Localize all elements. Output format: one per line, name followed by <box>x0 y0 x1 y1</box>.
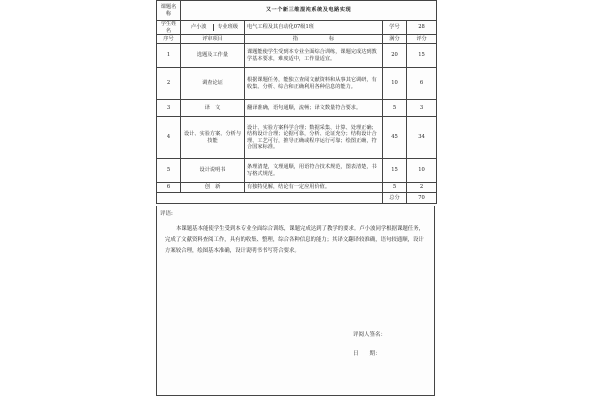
table-row <box>157 117 437 159</box>
col-score: 评分 <box>407 35 437 44</box>
col-item: 评审项目 <box>181 35 245 44</box>
row-score: 15 <box>407 44 437 68</box>
row-criteria: 条理清楚，文理通顺，用语符合技术规范，图表清楚，书写格式规范。 <box>245 159 383 183</box>
row-score: 34 <box>407 117 437 159</box>
evaluation-box <box>156 206 435 396</box>
table-row <box>157 183 437 193</box>
row-score: 10 <box>407 159 437 183</box>
row-full: 20 <box>383 44 407 68</box>
evaluation-text: 本课题基本能使学生受到本专业全面综合训练，课题完成达到了教学的要求。卢小波同学根据课题任务，完成了文献资料查阅工作，具有的收集、整理，综合各种信息的能力；其译文翻译较准确，语句较通顺，设计方案较合理，绘图基本准确，设计说明书书写符合要求。 <box>165 226 424 254</box>
topic-title: 又一个新三维混沌系统及电路实现 <box>181 1 437 21</box>
row-item: 设计、实验方案、分析与技能 <box>181 117 245 159</box>
row-score: 3 <box>407 100 437 117</box>
row-full: 45 <box>383 117 407 159</box>
row-no: 4 <box>157 117 181 159</box>
row-full: 15 <box>383 159 407 183</box>
col-no: 序号 <box>157 35 181 44</box>
row-item: 选题及工作量 <box>181 44 245 68</box>
id-label: 学号 <box>383 21 407 35</box>
row-criteria: 设计、实验方案科学合理；数据采集、计算、处理正确；结构设计合理；论据可靠，分析、论证充分；结构设计合理、工艺可行，推导正确或程序运行可靠；绘图正确，符合国家标准。 <box>245 117 383 159</box>
row-criteria: 有独特见解，结论有一定应用价值。 <box>245 183 383 193</box>
review-date-label: 日 期： <box>353 351 381 357</box>
topic-label: 课题名称 <box>157 1 181 21</box>
table-row <box>157 44 437 68</box>
row-score: 2 <box>407 183 437 193</box>
row-score: 6 <box>407 68 437 100</box>
row-criteria: 课题能使学生受到本专业全面综合训练，课题完成达到教学基本要求，难度适中，工作量适宜。 <box>245 44 383 68</box>
review-table <box>156 0 437 204</box>
total-label: 总分 <box>383 193 407 204</box>
row-no: 1 <box>157 44 181 68</box>
student-label: 学生姓名 <box>157 21 181 35</box>
student-name <box>181 21 245 35</box>
row-no: 2 <box>157 68 181 100</box>
total-spacer <box>157 193 383 204</box>
student-name-value: 卢小波 <box>190 24 207 31</box>
row-no: 3 <box>157 100 181 117</box>
row-full: 10 <box>383 68 407 100</box>
class-label: 专业班级 <box>213 24 241 31</box>
row-criteria: 根据课题任务，能独立查阅文献资料和从事其它调研，有收集、分析、综合和正确利用各种信息的能力。 <box>245 68 383 100</box>
row-criteria: 翻译准确，语句通顺，流畅；译文数量符合要求。 <box>245 100 383 117</box>
row-item: 设计说明书 <box>181 159 245 183</box>
student-row <box>157 21 437 35</box>
row-full: 5 <box>383 100 407 117</box>
evaluation-label: 评语: <box>160 211 173 217</box>
topic-row <box>157 1 437 21</box>
table-row <box>157 100 437 117</box>
table-row <box>157 68 437 100</box>
total-value: 70 <box>407 193 437 204</box>
row-no: 5 <box>157 159 181 183</box>
row-item: 调查论证 <box>181 68 245 100</box>
row-no: 6 <box>157 183 181 193</box>
row-full: 5 <box>383 183 407 193</box>
column-header-row <box>157 35 437 44</box>
col-full: 满分 <box>383 35 407 44</box>
col-criteria: 指 标 <box>245 35 383 44</box>
row-item: 译 文 <box>181 100 245 117</box>
id-value: 28 <box>407 21 437 35</box>
total-row <box>157 193 437 204</box>
reviewer-signature-label: 评阅人签名： <box>353 332 387 338</box>
row-item: 创 新 <box>181 183 245 193</box>
class-value: 电气工程及其自动化07级1班 <box>245 21 383 35</box>
table-row <box>157 159 437 183</box>
